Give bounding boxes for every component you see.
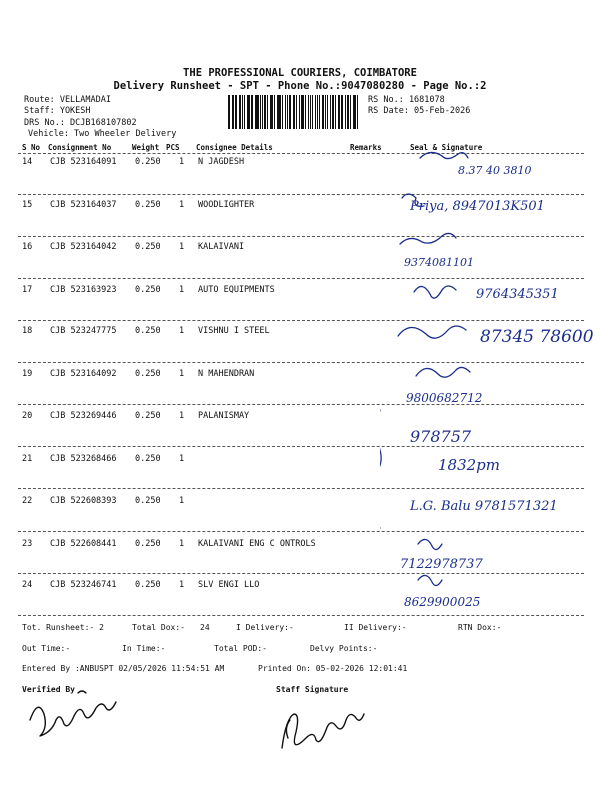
row-consignee: SLV ENGI LLO bbox=[198, 580, 260, 590]
barcode-bar bbox=[274, 95, 275, 129]
col-seal: Seal & Signature bbox=[410, 143, 483, 152]
staff: Staff: YOKESH bbox=[24, 106, 91, 116]
row-weight: 0.250 bbox=[135, 242, 161, 252]
barcode-bar bbox=[354, 95, 356, 129]
row-weight: 0.250 bbox=[135, 539, 161, 549]
barcode-bar bbox=[339, 95, 340, 129]
signature-row-16: 9374081101 bbox=[404, 256, 474, 269]
col-pcs: PCS bbox=[166, 143, 180, 152]
signature-row-20: 978757 bbox=[410, 427, 472, 446]
company-title: THE PROFESSIONAL COURIERS, COIMBATORE bbox=[183, 67, 417, 79]
row-sno: 17 bbox=[22, 285, 33, 295]
row-pcs: 1 bbox=[179, 411, 185, 421]
row-pcs: 1 bbox=[179, 580, 185, 590]
row-weight: 0.250 bbox=[135, 326, 161, 336]
signature-mark bbox=[414, 286, 456, 298]
row-weight: 0.250 bbox=[135, 157, 161, 167]
row-sno: 21 bbox=[22, 454, 33, 464]
total-dox-value: 24 bbox=[200, 623, 210, 632]
barcode-bar bbox=[277, 95, 278, 129]
barcode-bar bbox=[299, 95, 301, 129]
row-consignment: CJB 523268466 bbox=[50, 454, 117, 464]
barcode-bar bbox=[287, 95, 288, 129]
verified-by-label: Verified By bbox=[22, 685, 75, 694]
barcode-bar bbox=[341, 95, 343, 129]
row-sno: 18 bbox=[22, 326, 33, 336]
row-pcs: 1 bbox=[179, 242, 185, 252]
route: Route: VELLAMADAI bbox=[24, 95, 111, 105]
barcode-bar bbox=[293, 95, 294, 129]
barcode-bar bbox=[345, 95, 346, 129]
barcode bbox=[228, 95, 360, 129]
row-consignee: WOODLIGHTER bbox=[198, 200, 255, 210]
row-consignment: CJB 523164037 bbox=[50, 200, 117, 210]
row-weight: 0.250 bbox=[135, 454, 161, 464]
signature-mark bbox=[400, 233, 456, 244]
barcode-bar bbox=[301, 95, 303, 129]
staff-signature-label: Staff Signature bbox=[276, 685, 349, 694]
total-dox-label: Total Dox:- bbox=[132, 623, 185, 632]
barcode-bar bbox=[322, 95, 324, 129]
barcode-bar bbox=[244, 95, 245, 129]
barcode-bar bbox=[242, 95, 243, 129]
col-consignee: Consignee Details bbox=[196, 143, 273, 152]
row-pcs: 1 bbox=[179, 326, 185, 336]
signature-mark bbox=[418, 575, 442, 585]
barcode-bar bbox=[327, 95, 328, 129]
in-time: In Time:- bbox=[122, 644, 166, 653]
barcode-bar bbox=[248, 95, 250, 129]
seal-signature-column bbox=[380, 140, 595, 620]
row-consignee: AUTO EQUIPMENTS bbox=[198, 285, 275, 295]
bracket-mark bbox=[380, 410, 381, 528]
rtn-dox: RTN Dox:- bbox=[458, 623, 502, 632]
barcode-bar bbox=[350, 95, 351, 129]
row-sno: 14 bbox=[22, 157, 33, 167]
row-consignment: CJB 523269446 bbox=[50, 411, 117, 421]
row-sno: 15 bbox=[22, 200, 33, 210]
signature-row-19: 9800682712 bbox=[406, 391, 483, 405]
barcode-bar bbox=[310, 95, 311, 129]
row-pcs: 1 bbox=[179, 496, 185, 506]
col-sno: S No bbox=[22, 143, 41, 152]
row-weight: 0.250 bbox=[135, 200, 161, 210]
col-consignment: Consignment No bbox=[48, 143, 112, 152]
barcode-bar bbox=[335, 95, 336, 129]
barcode-bar bbox=[267, 95, 268, 129]
signature-row-24: 8629900025 bbox=[404, 595, 481, 609]
out-time: Out Time:- bbox=[22, 644, 71, 653]
barcode-bar bbox=[338, 95, 339, 129]
signature-mark bbox=[418, 539, 442, 549]
barcode-bar bbox=[235, 95, 237, 129]
row-consignee: N JAGDESH bbox=[198, 157, 245, 167]
row-consignment: CJB 522608393 bbox=[50, 496, 117, 506]
row-consignment: CJB 523246741 bbox=[50, 580, 117, 590]
signature-mark bbox=[420, 152, 468, 158]
row-consignment: CJB 523247775 bbox=[50, 326, 117, 336]
signature-row-14: 8.37 40 3810 bbox=[458, 164, 532, 177]
row-pcs: 1 bbox=[179, 454, 185, 464]
barcode-bar bbox=[332, 95, 334, 129]
tot-runsheet: Tot. Runsheet:- 2 bbox=[22, 623, 104, 632]
barcode-bar bbox=[285, 95, 286, 129]
barcode-bar bbox=[255, 95, 256, 129]
i-delivery: I Delivery:- bbox=[236, 623, 294, 632]
rs-date: RS Date: 05-Feb-2026 bbox=[368, 106, 471, 116]
row-consignee: KALAIVANI ENG C ONTROLS bbox=[198, 539, 316, 549]
row-consignment: CJB 523163923 bbox=[50, 285, 117, 295]
times-line bbox=[0, 644, 600, 658]
barcode-bar bbox=[357, 95, 358, 129]
barcode-bar bbox=[247, 95, 248, 129]
delvy-points: Delvy Points:- bbox=[310, 644, 378, 653]
barcode-bar bbox=[239, 95, 241, 129]
barcode-bar bbox=[264, 95, 266, 129]
signature-mark bbox=[398, 326, 466, 338]
barcode-bar bbox=[251, 95, 253, 129]
barcode-bar bbox=[289, 95, 291, 129]
barcode-bar bbox=[353, 95, 354, 129]
row-pcs: 1 bbox=[179, 200, 185, 210]
barcode-bar bbox=[271, 95, 273, 129]
signature-row-22: L.G. Balu 9781571321 bbox=[410, 499, 558, 514]
barcode-bar bbox=[347, 95, 349, 129]
row-pcs: 1 bbox=[179, 369, 185, 379]
row-consignee: N MAHENDRAN bbox=[198, 369, 255, 379]
verifier-signature bbox=[20, 675, 130, 750]
barcode-bar bbox=[270, 95, 271, 129]
row-sno: 24 bbox=[22, 580, 33, 590]
staff-signature bbox=[270, 690, 380, 765]
runsheet-subtitle: Delivery Runsheet - SPT - Phone No.:9047080280 - Page No.:2 bbox=[113, 80, 487, 92]
signature-row-18: 87345 78600 bbox=[480, 327, 594, 347]
row-pcs: 1 bbox=[179, 285, 185, 295]
row-sno: 20 bbox=[22, 411, 33, 421]
row-sno: 19 bbox=[22, 369, 33, 379]
row-weight: 0.250 bbox=[135, 411, 161, 421]
barcode-bar bbox=[296, 95, 297, 129]
barcode-bar bbox=[325, 95, 326, 129]
row-consignee: KALAIVANI bbox=[198, 242, 245, 252]
row-sno: 16 bbox=[22, 242, 33, 252]
signature-row-23: 7122978737 bbox=[400, 557, 483, 572]
row-sno: 22 bbox=[22, 496, 33, 506]
row-weight: 0.250 bbox=[135, 369, 161, 379]
barcode-bar bbox=[317, 95, 318, 129]
printed-on: Printed On: 05-02-2026 12:01:41 bbox=[258, 664, 408, 673]
signature-mark bbox=[416, 367, 470, 377]
row-weight: 0.250 bbox=[135, 285, 161, 295]
barcode-bar bbox=[260, 95, 261, 129]
totals-line bbox=[0, 623, 600, 637]
row-consignee: VISHNU I STEEL bbox=[198, 326, 270, 336]
drs-number: DRS No.: DCJB168107802 bbox=[24, 118, 137, 128]
barcode-bar bbox=[294, 95, 295, 129]
row-pcs: 1 bbox=[179, 157, 185, 167]
total-pod: Total POD:- bbox=[214, 644, 267, 653]
row-consignment: CJB 522608441 bbox=[50, 539, 117, 549]
row-consignee: PALANISMAY bbox=[198, 411, 250, 421]
barcode-bar bbox=[262, 95, 263, 129]
row-weight: 0.250 bbox=[135, 496, 161, 506]
row-consignment: CJB 523164092 bbox=[50, 369, 117, 379]
barcode-bar bbox=[330, 95, 332, 129]
barcode-bar bbox=[312, 95, 313, 129]
rs-number: RS No.: 1681078 bbox=[368, 95, 445, 105]
row-weight: 0.250 bbox=[135, 580, 161, 590]
signature-row-15: Priya, 8947013K501 bbox=[410, 199, 545, 214]
signature-row-21: 1832pm bbox=[438, 456, 500, 474]
row-pcs: 1 bbox=[179, 539, 185, 549]
col-remarks: Remarks bbox=[350, 143, 382, 152]
barcode-bar bbox=[256, 95, 258, 129]
barcode-bar bbox=[319, 95, 320, 129]
signature-row-17: 9764345351 bbox=[476, 287, 559, 302]
col-weight: Weight bbox=[132, 143, 160, 152]
barcode-bar bbox=[282, 95, 284, 129]
barcode-bar bbox=[228, 95, 230, 129]
barcode-bar bbox=[315, 95, 317, 129]
barcode-bar bbox=[308, 95, 310, 129]
row-consignment: CJB 523164042 bbox=[50, 242, 117, 252]
row-consignment: CJB 523164091 bbox=[50, 157, 117, 167]
ii-delivery: II Delivery:- bbox=[344, 623, 407, 632]
row-sno: 23 bbox=[22, 539, 33, 549]
vehicle: Vehicle: Two Wheeler Delivery bbox=[28, 129, 177, 139]
barcode-bar bbox=[305, 95, 306, 129]
barcode-bar bbox=[232, 95, 233, 129]
barcode-bar bbox=[278, 95, 280, 129]
entered-by: Entered By :ANBUSPT 02/05/2026 11:54:51 AM bbox=[22, 664, 225, 673]
barcode-bar bbox=[233, 95, 234, 129]
